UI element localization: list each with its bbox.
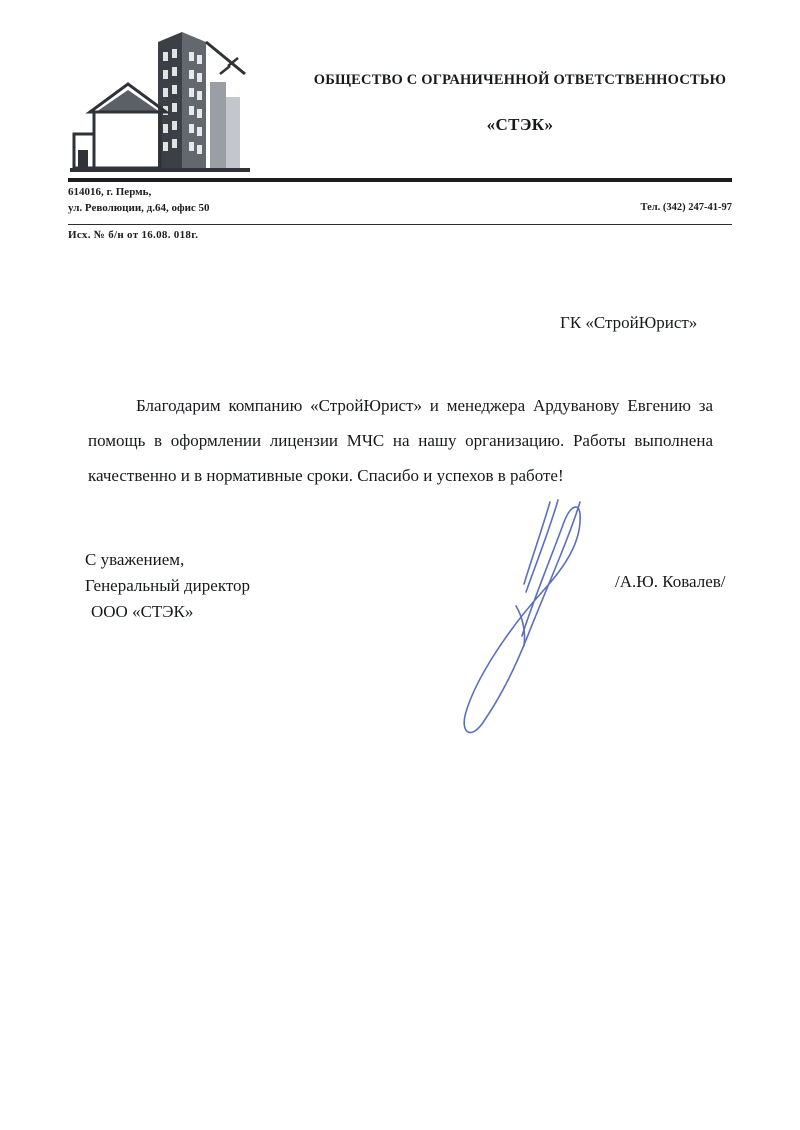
header-divider-thick <box>68 178 732 182</box>
company-legal-form: ОБЩЕСТВО С ОГРАНИЧЕННОЙ ОТВЕТСТВЕННОСТЬЮ <box>313 72 727 88</box>
signer-name: /А.Ю. Ковалев/ <box>615 572 726 591</box>
company-phone: Тел. (342) 247-41-97 <box>640 202 732 213</box>
letter-body: Благодарим компанию «СтройЮрист» и менеджера Ардуванову Евгению за помощь в оформлении лицензии МЧС на нашу организацию. Работы выполнена качественно и в нормативные сроки. Спасибо и успехов в работе! <box>88 396 713 485</box>
address-line-2: ул. Революции, д.64, офис 50 <box>68 202 210 214</box>
company-address <box>68 184 210 216</box>
outgoing-number: Исх. № б/н от 16.08. 018г. <box>68 229 199 241</box>
company-short-name: «СТЭК» <box>486 115 554 134</box>
company-name-block <box>300 72 740 135</box>
handwritten-signature <box>430 480 660 760</box>
header-divider-thin <box>68 224 732 225</box>
signoff-line-3: ООО «СТЭК» <box>91 602 194 621</box>
letterhead <box>0 0 800 250</box>
addressee: ГК «СтройЮрист» <box>560 313 698 332</box>
building-logo <box>70 22 270 177</box>
signoff-line-1: С уважением, <box>85 550 185 569</box>
signoff-block <box>85 547 250 625</box>
signoff-line-2: Генеральный директор <box>85 576 251 595</box>
address-line-1: 614016, г. Пермь, <box>68 186 152 198</box>
